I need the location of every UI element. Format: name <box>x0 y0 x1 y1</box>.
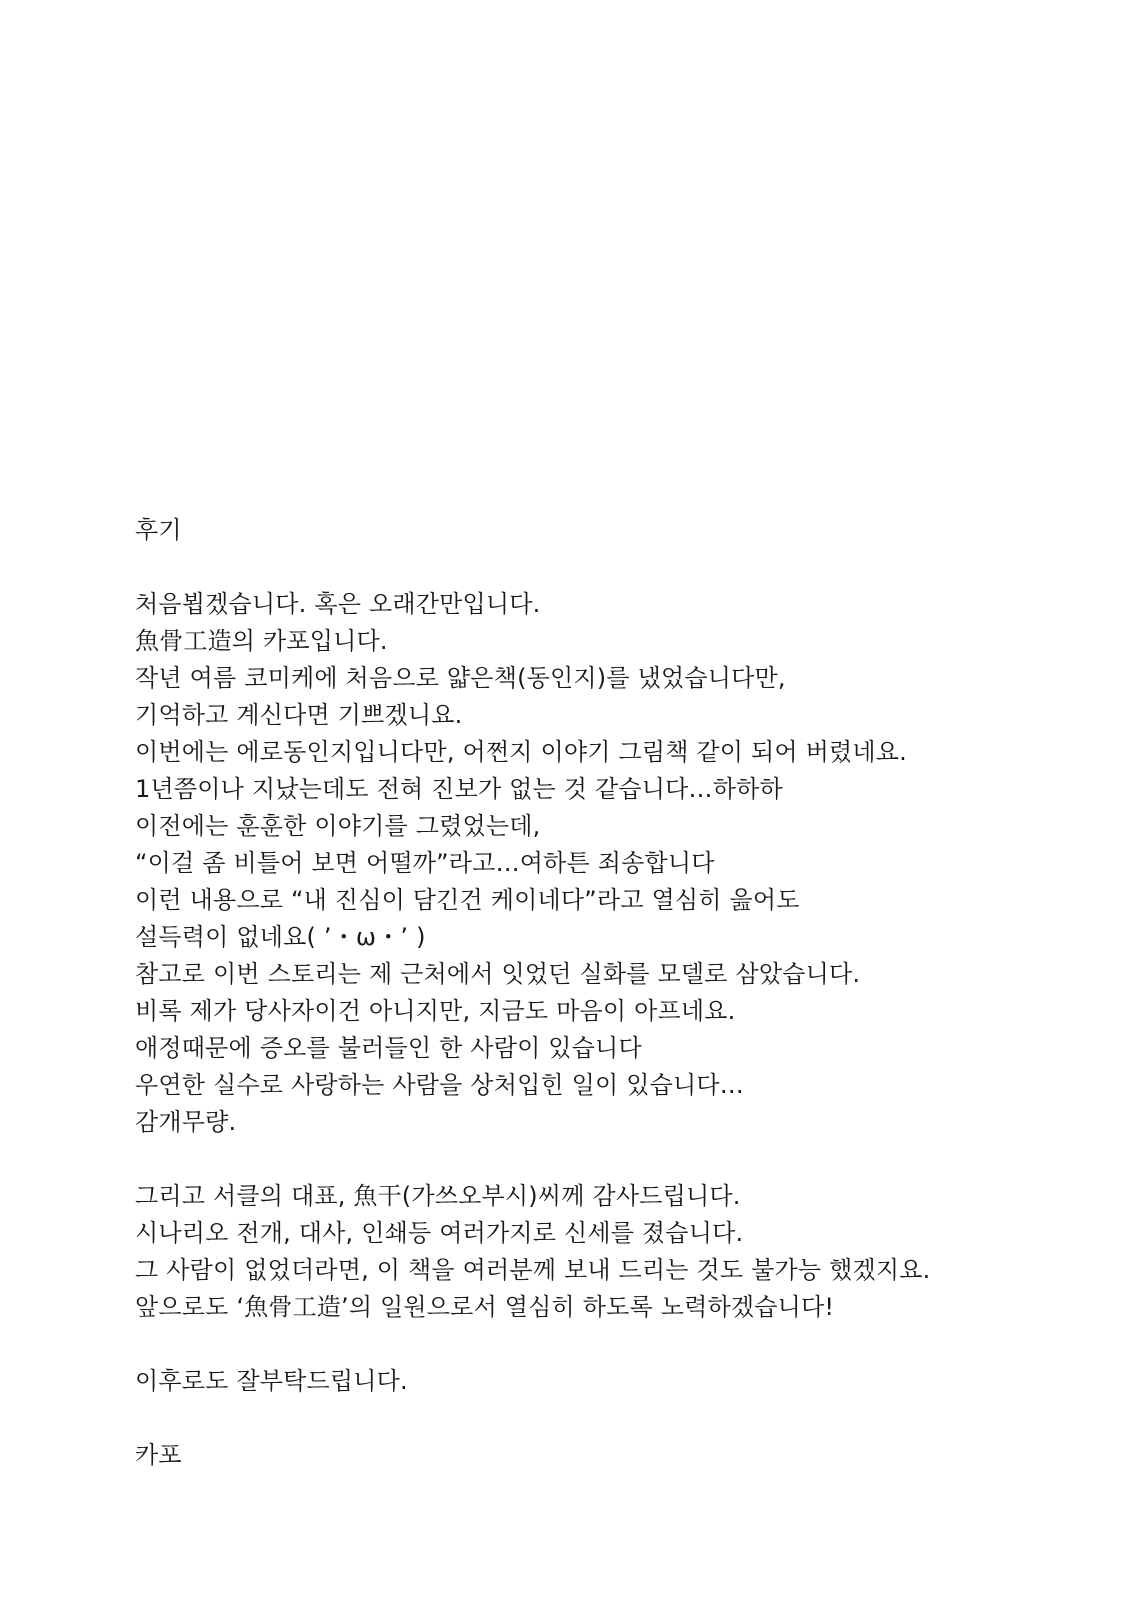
text-line: 그리고 서클의 대표, 魚干(가쓰오부시)씨께 감사드립니다. <box>135 1182 741 1210</box>
text-line: “이걸 좀 비틀어 보면 어떨까”라고…여하튼 죄송합니다 <box>135 849 715 877</box>
text-line: 魚骨工造의 카포입니다. <box>135 627 388 655</box>
text-line: 설득력이 없네요( ’・ω・’ ) <box>135 923 426 951</box>
afterword-title: 후기 <box>135 516 182 544</box>
spacer <box>135 1326 1095 1363</box>
text-line: 이전에는 훈훈한 이야기를 그렸었는데, <box>135 812 541 840</box>
text-line: 이번에는 에로동인지입니다만, 어쩐지 이야기 그림책 같이 되어 버렸네요. <box>135 738 907 766</box>
spacer <box>135 1400 1095 1437</box>
text-line: 작년 여름 코미케에 처음으로 얇은책(동인지)를 냈었습니다만, <box>135 664 786 692</box>
text-line: 우연한 실수로 사랑하는 사람을 상처입힌 일이 있습니다… <box>135 1071 745 1099</box>
closing-line: 이후로도 잘부탁드립니다. <box>135 1367 408 1395</box>
afterword-text <box>135 512 1095 1474</box>
text-line: 이런 내용으로 “내 진심이 담긴건 케이네다”라고 열심히 읊어도 <box>135 886 800 914</box>
text-line: 그 사람이 없었더라면, 이 책을 여러분께 보내 드리는 것도 불가능 했겠지요. <box>135 1256 931 1284</box>
text-line: 앞으로도 ‘魚骨工造’의 일원으로서 열심히 하도록 노력하겠습니다! <box>135 1293 835 1321</box>
text-line: 애정때문에 증오를 불러들인 한 사람이 있습니다 <box>135 1034 642 1062</box>
text-line: 참고로 이번 스토리는 제 근처에서 잇었던 실화를 모델로 삼았습니다. <box>135 960 861 988</box>
text-line: 기억하고 계신다면 기쁘겠니요. <box>135 701 463 729</box>
text-line: 1년쯤이나 지났는데도 전혀 진보가 없는 것 같습니다…하하하 <box>135 775 783 803</box>
text-line: 시나리오 전개, 대사, 인쇄등 여러가지로 신세를 졌습니다. <box>135 1219 744 1247</box>
text-line: 감개무량. <box>135 1108 237 1136</box>
text-line: 비록 제가 당사자이건 아니지만, 지금도 마음이 아프네요. <box>135 997 736 1025</box>
spacer <box>135 1141 1095 1178</box>
signature: 카포 <box>135 1441 182 1469</box>
spacer <box>135 549 1095 586</box>
text-line: 처음뵙겠습니다. 혹은 오래간만입니다. <box>135 590 541 618</box>
